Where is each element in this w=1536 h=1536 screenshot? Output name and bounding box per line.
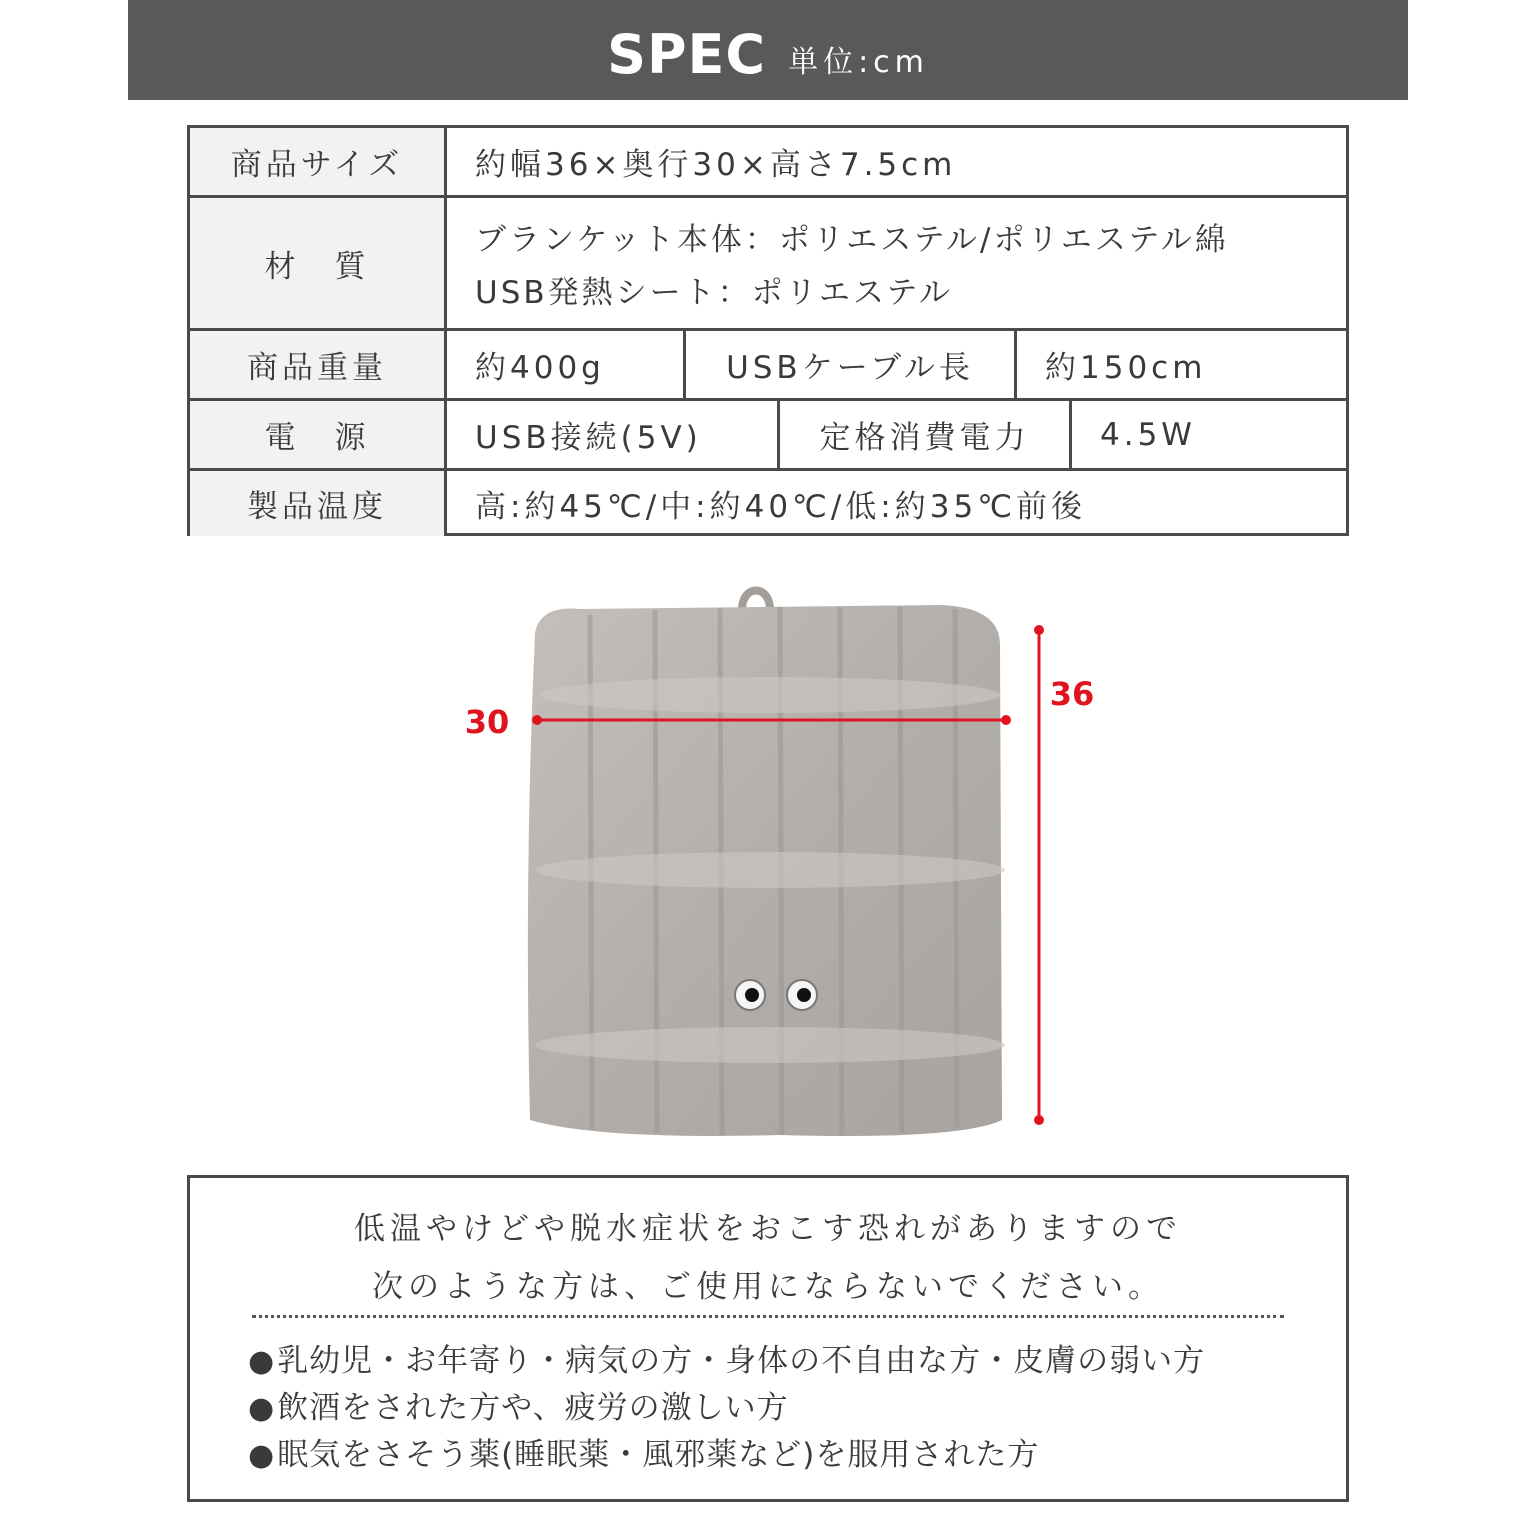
warning-item-text: 眠気をさそう薬(睡眠薬・風邪薬など)を服用された方 [277, 1437, 1040, 1473]
warning-item-text: 飲酒をされた方や、疲労の激しい方 [277, 1390, 789, 1426]
product-illustration [440, 575, 1120, 1145]
dotted-divider [252, 1315, 1284, 1318]
spec-row-power [190, 401, 1346, 471]
spec-row-size [190, 128, 1346, 198]
warning-box [187, 1175, 1349, 1502]
spec-label-size: 商品サイズ [190, 128, 447, 195]
spec-value-temperature: 高:約45℃/中:約40℃/低:約35℃前後 [475, 489, 1087, 525]
warning-item-text: 乳幼児・お年寄り・病気の方・身体の不自由な方・皮膚の弱い方 [277, 1343, 1206, 1379]
warning-item [248, 1338, 1205, 1385]
spec-value-power: USB接続(5V) [475, 420, 702, 456]
spec-label-material: 材 質 [190, 198, 447, 328]
spec-row-material [190, 198, 1346, 331]
bullet-icon: ● [248, 1438, 276, 1473]
warning-item [248, 1385, 1205, 1432]
spec-table [187, 125, 1349, 536]
spec-value-weight: 約400g [475, 350, 605, 386]
header-unit: 単位:cm [788, 45, 929, 80]
spec-label-power: 電 源 [190, 401, 447, 468]
spec-header [128, 0, 1408, 100]
bullet-icon: ● [248, 1391, 276, 1426]
material-line-2: USB発熱シート：ポリエステル [475, 275, 953, 311]
warning-list [248, 1338, 1205, 1479]
warning-line-1: 低温やけどや脱水症状をおこす恐れがありますので [354, 1211, 1182, 1247]
spec-row-weight [190, 331, 1346, 401]
spec-label-weight: 商品重量 [190, 331, 447, 398]
spec-row-temperature [190, 471, 1346, 536]
spec-label-rated-power: 定格消費電力 [777, 401, 1072, 468]
spec-value-material [447, 198, 1346, 328]
spec-label-temperature: 製品温度 [190, 471, 447, 536]
warning-item [248, 1432, 1205, 1479]
spec-value-rated-power: 4.5W [1100, 416, 1196, 453]
bullet-icon: ● [248, 1344, 276, 1379]
warning-heading [190, 1200, 1346, 1316]
spec-value-cable: 約150cm [1045, 350, 1207, 386]
header-title: SPEC [607, 23, 767, 86]
width-label: 30 [464, 703, 510, 741]
height-label: 36 [1049, 675, 1095, 713]
height-dimension-line [1034, 625, 1044, 1125]
material-line-1: ブランケット本体：ポリエステル/ポリエステル綿 [475, 222, 1229, 258]
spec-label-cable: USBケーブル長 [683, 331, 1017, 398]
fur-blanket-image [440, 575, 1120, 1145]
warning-line-2: 次のような方は、ご使用にならないでください。 [372, 1269, 1164, 1305]
spec-value-size: 約幅36×奥行30×高さ7.5cm [475, 147, 957, 183]
